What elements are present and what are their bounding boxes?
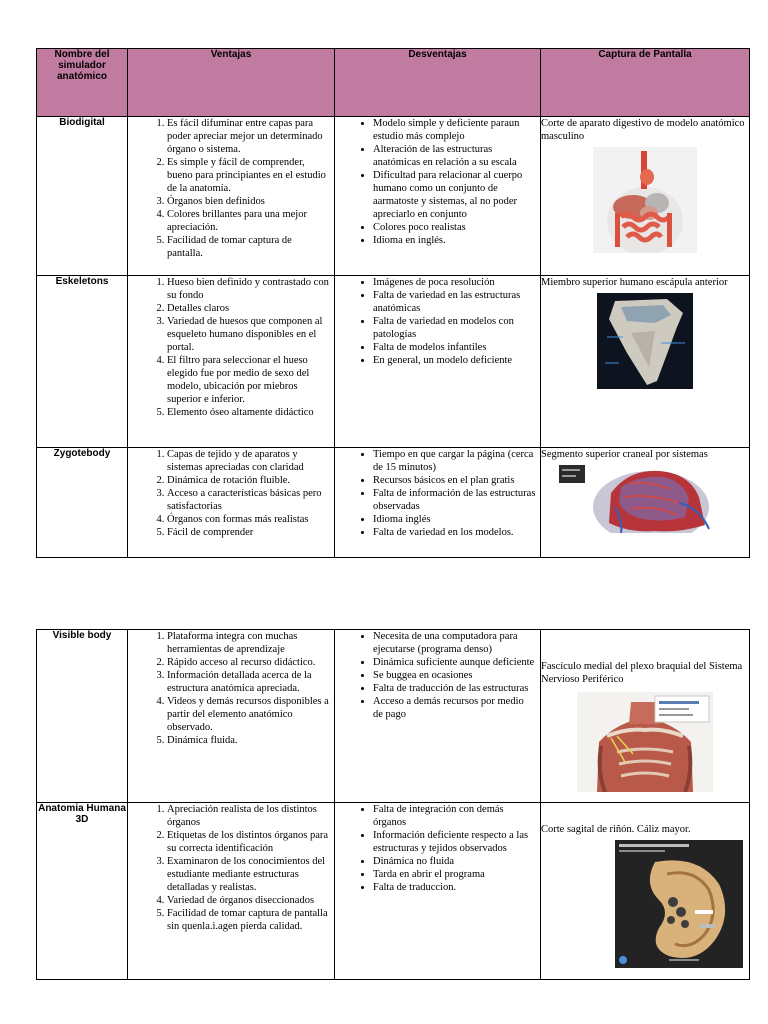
list-item: • Falta de traduccion. <box>373 881 536 894</box>
list-item: 5. Dinámica fluida. <box>167 734 330 747</box>
header-row <box>37 49 750 117</box>
header-screenshot: Captura de Pantalla <box>541 49 750 117</box>
list-item: • Acceso a demás recursos por medio de pago <box>373 695 536 721</box>
cons-cell <box>335 276 541 448</box>
cons-cell <box>335 803 541 980</box>
screenshot-caption: Segmento superior craneal por sistemas <box>541 449 708 460</box>
table-row <box>37 630 750 803</box>
pros-list <box>128 276 334 419</box>
list-item: 2. Es simple y fácil de comprender, bueno para principiantes en el estudio de la anatomía. <box>167 156 330 195</box>
list-item: 3. Información detallada acerca de la estructura anatómica apreciada. <box>167 669 330 695</box>
list-item: • Falta de traducción de las estructuras <box>373 682 536 695</box>
screenshot-cell <box>541 630 750 803</box>
pros-list <box>128 117 334 260</box>
pros-cell <box>128 117 335 276</box>
cons-list <box>335 630 540 721</box>
screenshot-cell <box>541 803 750 980</box>
list-item: 3. Variedad de huesos que componen al esqueleto humano disponibles en el portal. <box>167 315 330 354</box>
list-item: • Información deficiente respecto a las estructuras y tejidos observados <box>373 829 536 855</box>
list-item: • Idioma en inglés. <box>373 234 536 247</box>
list-item: • Tarda en abrir el programa <box>373 868 536 881</box>
pros-cell <box>128 630 335 803</box>
list-item: • Dificultad para relacionar al cuerpo humano como un conjunto de aarmatoste y sistemas, al no poder apreciarlo en conjunto <box>373 169 536 221</box>
list-item: • Recursos básicos en el plan gratis <box>373 474 536 487</box>
screenshot-cell <box>541 448 750 558</box>
list-item: • Modelo simple y deficiente paraun estudio más complejo <box>373 117 536 143</box>
brachial-plexus-image <box>577 692 713 792</box>
list-item: 3. Órganos bien definidos <box>167 195 330 208</box>
list-item: 5. Facilidad de tomar captura de pantalla. <box>167 234 330 260</box>
cons-list <box>335 276 540 367</box>
screenshot-caption: Miembro superior humano escápula anterior <box>541 277 728 288</box>
list-item: • Tiempo en que cargar la página (cerca de 15 minutos) <box>373 448 536 474</box>
list-item: • Falta de integración con demás órganos <box>373 803 536 829</box>
screenshot-caption: Corte de aparato digestivo de modelo anatómico masculino <box>541 118 745 142</box>
list-item: 4. Colores brillantes para una mejor apreciación. <box>167 208 330 234</box>
list-item: 4. Videos y demás recursos disponibles a partir del elemento anatómico observado. <box>167 695 330 734</box>
pros-list <box>128 448 334 539</box>
list-item: 3. Acceso a características básicas pero satisfactorias <box>167 487 330 513</box>
list-item: 5. Facilidad de tomar captura de pantalla sin quenla.i.agen pierda calidad. <box>167 907 330 933</box>
cons-cell <box>335 448 541 558</box>
list-item: • En general, un modelo deficiente <box>373 354 536 367</box>
list-item: • Dinámica suficiente aunque deficiente <box>373 656 536 669</box>
cons-cell <box>335 117 541 276</box>
list-item: • Se buggea en ocasiones <box>373 669 536 682</box>
simulator-name: Eskeletons <box>37 276 128 448</box>
list-item: 5. Elemento óseo altamente didáctico <box>167 406 330 419</box>
list-item: 2. Rápido acceso al recurso didáctico. <box>167 656 330 669</box>
simulators-table-1 <box>36 48 750 558</box>
pros-list <box>128 803 334 933</box>
screenshot-caption: Corte sagital de riñón. Cáliz mayor. <box>541 824 691 835</box>
list-item: • Imágenes de poca resolución <box>373 276 536 289</box>
simulator-name: Visible body <box>37 630 128 803</box>
cons-list <box>335 448 540 539</box>
list-item: 4. Órganos con formas más realistas <box>167 513 330 526</box>
simulator-name: Zygotebody <box>37 448 128 558</box>
list-item: • Alteración de las estructuras anatómicas en relación a su escala <box>373 143 536 169</box>
list-item: • Falta de variedad en las estructuras anatómicas <box>373 289 536 315</box>
scapula-image <box>597 293 693 389</box>
cons-cell <box>335 630 541 803</box>
cranial-systems-image <box>559 463 731 533</box>
screenshot-caption: Fascículo medial del plexo braquial del Sistema Nervioso Periférico <box>541 661 743 685</box>
pros-cell <box>128 448 335 558</box>
list-item: 1. Apreciación realista de los distintos órganos <box>167 803 330 829</box>
table-row <box>37 117 750 276</box>
pros-cell <box>128 276 335 448</box>
cons-list <box>335 803 540 894</box>
list-item: 1. Capas de tejido y de aparatos y sistemas apreciadas con claridad <box>167 448 330 474</box>
list-item: 2. Etiquetas de los distintos órganos para su correcta identificación <box>167 829 330 855</box>
screenshot-cell <box>541 276 750 448</box>
list-item: 5. Fácil de comprender <box>167 526 330 539</box>
list-item: 4. El filtro para seleccionar el hueso elegido fue por medio de sexo del modelo, ubicación por miebros superior e inferior. <box>167 354 330 406</box>
table-row <box>37 276 750 448</box>
cons-list <box>335 117 540 247</box>
list-item: • Idioma inglés <box>373 513 536 526</box>
pros-list <box>128 630 334 747</box>
list-item: 2. Dinámica de rotación fluible. <box>167 474 330 487</box>
list-item: • Falta de modelos infantiles <box>373 341 536 354</box>
list-item: • Falta de variedad en modelos con patologías <box>373 315 536 341</box>
list-item: 1. Plataforma integra con muchas herramientas de aprendizaje <box>167 630 330 656</box>
svg-text:·: · <box>637 299 639 305</box>
list-item: • Falta de variedad en los modelos. <box>373 526 536 539</box>
table-row <box>37 448 750 558</box>
header-cons: Desventajas <box>335 49 541 117</box>
simulators-table-2 <box>36 629 750 980</box>
list-item: 3. Examinaron de los conocimientos del estudiante mediante estructuras detalladas y realistas. <box>167 855 330 894</box>
list-item: 1. Hueso bien definido y contrastado con su fondo <box>167 276 330 302</box>
list-item: • Falta de información de las estructuras observadas <box>373 487 536 513</box>
simulator-name: Anatomia Humana 3D <box>37 803 128 980</box>
list-item: • Necesita de una computadora para ejecutarse (programa denso) <box>373 630 536 656</box>
list-item: 2. Detalles claros <box>167 302 330 315</box>
kidney-section-image <box>615 840 743 968</box>
list-item: • Dinámica no fluida <box>373 855 536 868</box>
list-item: 1. Es fácil difuminar entre capas para poder apreciar mejor un determinado órgano o sistema. <box>167 117 330 156</box>
simulator-name: Biodigital <box>37 117 128 276</box>
digestive-system-image <box>593 147 697 253</box>
header-name: Nombre del simulador anatómico <box>37 49 128 117</box>
table-row <box>37 803 750 980</box>
header-pros: Ventajas <box>128 49 335 117</box>
screenshot-cell <box>541 117 750 276</box>
list-item: 4. Variedad de órganos diseccionados <box>167 894 330 907</box>
pros-cell <box>128 803 335 980</box>
list-item: • Colores poco realistas <box>373 221 536 234</box>
